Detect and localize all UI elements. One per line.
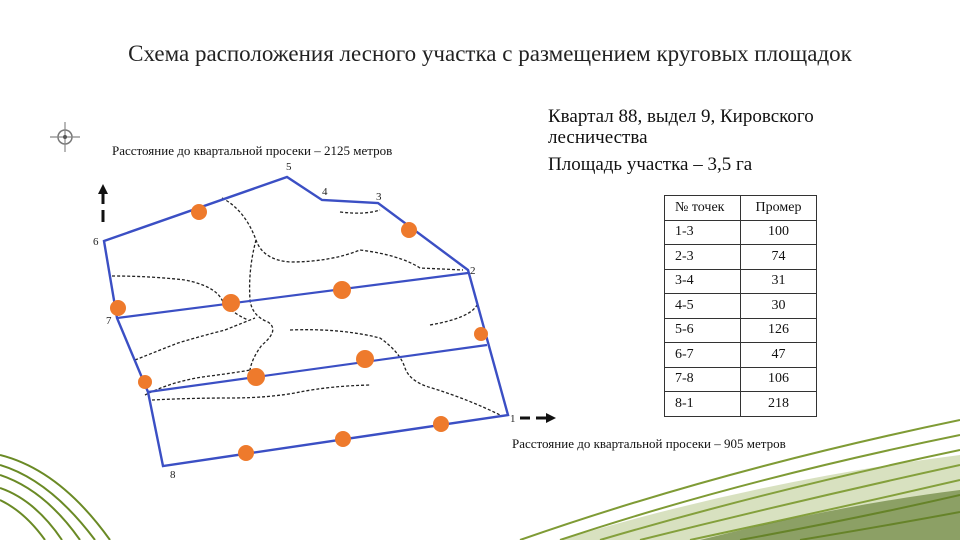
point-label-8: 8: [170, 469, 176, 481]
distance-top-label: Расстояние до квартальной просеки – 2125 метров: [112, 143, 393, 158]
table-row: [665, 318, 817, 343]
circular-plot: [433, 416, 449, 432]
stream-lines: [112, 198, 500, 415]
circular-plot: [110, 300, 126, 316]
table-cell: 1-3: [665, 220, 741, 245]
north-arrow: [98, 184, 108, 222]
quarter-info: Квартал 88, выдел 9, Кировского лесничества: [548, 106, 814, 148]
transect-lines: [117, 273, 487, 392]
measurements-table: [664, 195, 817, 417]
area-info: Площадь участка – 3,5 га: [548, 154, 753, 175]
point-label-6: 6: [93, 236, 99, 248]
circular-plot: [191, 204, 207, 220]
table-cell: 7-8: [665, 367, 741, 392]
circular-plot: [138, 375, 152, 389]
column-header-points: № точек: [665, 196, 741, 221]
table-header-row: [665, 196, 817, 221]
east-arrow: [520, 413, 556, 423]
table-cell: 100: [741, 220, 817, 245]
table-cell: 106: [741, 367, 817, 392]
table-row: [665, 294, 817, 319]
circular-plot: [333, 281, 351, 299]
table-cell: 218: [741, 392, 817, 417]
table-cell: 47: [741, 343, 817, 368]
page-title: Схема расположения лесного участка с размещением круговых площадок: [128, 41, 852, 66]
point-label-2: 2: [470, 265, 476, 277]
table-row: [665, 245, 817, 270]
table-row: [665, 343, 817, 368]
table-cell: 126: [741, 318, 817, 343]
circular-plot: [238, 445, 254, 461]
circular-plot: [222, 294, 240, 312]
table-cell: 8-1: [665, 392, 741, 417]
point-label-4: 4: [322, 186, 328, 198]
table-cell: 74: [741, 245, 817, 270]
point-label-7: 7: [106, 315, 112, 327]
table-row: [665, 392, 817, 417]
column-header-measure: Промер: [741, 196, 817, 221]
table-cell: 4-5: [665, 294, 741, 319]
circular-plot: [474, 327, 488, 341]
table-cell: 3-4: [665, 269, 741, 294]
point-label-5: 5: [286, 161, 292, 173]
table-cell: 30: [741, 294, 817, 319]
table-cell: 31: [741, 269, 817, 294]
table-row: [665, 269, 817, 294]
table-cell: 2-3: [665, 245, 741, 270]
circular-plot: [356, 350, 374, 368]
table-cell: 6-7: [665, 343, 741, 368]
table-row: [665, 220, 817, 245]
table-cell: 5-6: [665, 318, 741, 343]
circular-plot: [247, 368, 265, 386]
point-label-3: 3: [376, 191, 382, 203]
distance-bottom-label: Расстояние до квартальной просеки – 905 метров: [512, 436, 786, 451]
point-label-1: 1: [510, 413, 516, 425]
circular-plot: [401, 222, 417, 238]
table-row: [665, 367, 817, 392]
circular-plot: [335, 431, 351, 447]
